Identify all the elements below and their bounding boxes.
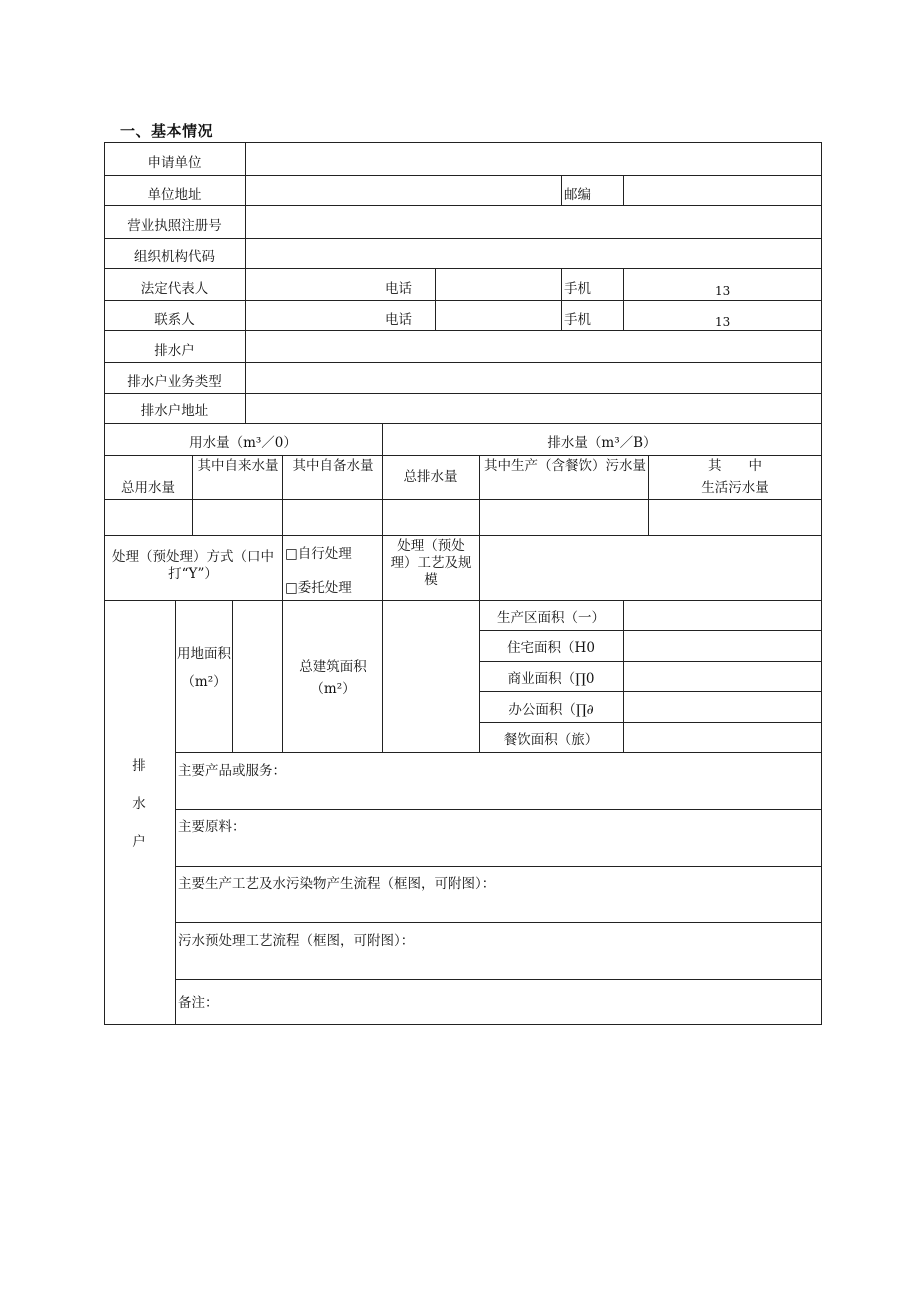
process-flow-label: 主要生产工艺及水污染物产生流程（框图，可附图）： xyxy=(178,876,496,892)
legal-rep-mobile-value: 13 xyxy=(715,284,731,298)
production-sewage-label: 其中生产（含餐饮）污水量 xyxy=(484,458,646,474)
treatment-process-label: 处理（预处理）工艺及规模 xyxy=(390,538,472,588)
commercial-area-label: 商业面积（∏0 xyxy=(507,671,595,687)
postcode-label: 邮编 xyxy=(564,187,591,203)
total-discharge-label: 总排水量 xyxy=(403,469,458,485)
drainage-address-label: 排水户地址 xyxy=(140,403,209,419)
water-discharge-header: 排水量（m³／B） xyxy=(547,435,657,451)
legal-rep-label: 法定代表人 xyxy=(140,281,209,297)
raw-materials-label: 主要原料： xyxy=(178,819,246,835)
org-code-label: 组织机构代码 xyxy=(134,249,215,265)
applicant-label: 申请单位 xyxy=(147,155,202,171)
legal-rep-mobile-label: 手机 xyxy=(564,281,591,297)
office-area-label: 办公面积（∏∂ xyxy=(508,702,594,718)
business-license-label: 营业执照注册号 xyxy=(127,218,222,234)
domestic-sewage-label: 生活污水量 xyxy=(701,480,769,496)
main-products-label: 主要产品或服务： xyxy=(178,763,286,779)
self-supply-label: 其中自备水量 xyxy=(292,458,374,474)
section-title: 一、基本情况 xyxy=(120,122,214,140)
contact-phone-label: 电话 xyxy=(385,312,412,328)
contact-mobile-label: 手机 xyxy=(564,312,591,328)
contact-mobile-value: 13 xyxy=(715,315,731,329)
tap-water-label: 其中自来水量 xyxy=(197,458,279,474)
legal-rep-phone-label: 电话 xyxy=(385,281,412,297)
drainage-user-label: 排水户 xyxy=(154,343,195,359)
land-area-label: 用地面积（m²） xyxy=(177,646,231,690)
unit-address-label: 单位地址 xyxy=(147,187,202,203)
drainage-business-type-label: 排水户业务类型 xyxy=(127,374,222,390)
entrust-treatment-option[interactable]: □委托处理 xyxy=(285,580,352,596)
production-area-label: 生产区面积（一） xyxy=(497,610,605,626)
catering-area-label: 餐饮面积（旅） xyxy=(503,732,599,748)
of-which-label: 其 中 xyxy=(708,458,762,474)
building-area-label: 总建筑面积（m²） xyxy=(299,659,367,697)
basic-info-form xyxy=(104,142,822,1025)
pretreatment-flow-label: 污水预处理工艺流程（框图，可附图）： xyxy=(178,933,415,949)
self-treatment-option[interactable]: □自行处理 xyxy=(285,546,352,562)
contact-label: 联系人 xyxy=(154,312,195,328)
total-usage-label: 总用水量 xyxy=(121,480,175,496)
water-usage-header: 用水量（m³／0） xyxy=(189,435,297,451)
remarks-label: 备注： xyxy=(178,995,219,1011)
residential-area-label: 住宅面积（H0 xyxy=(507,640,595,656)
drainage-side-label: 排水户 xyxy=(132,758,146,850)
treatment-method-label: 处理（预处理）方式（口中打“Y”） xyxy=(112,549,274,582)
